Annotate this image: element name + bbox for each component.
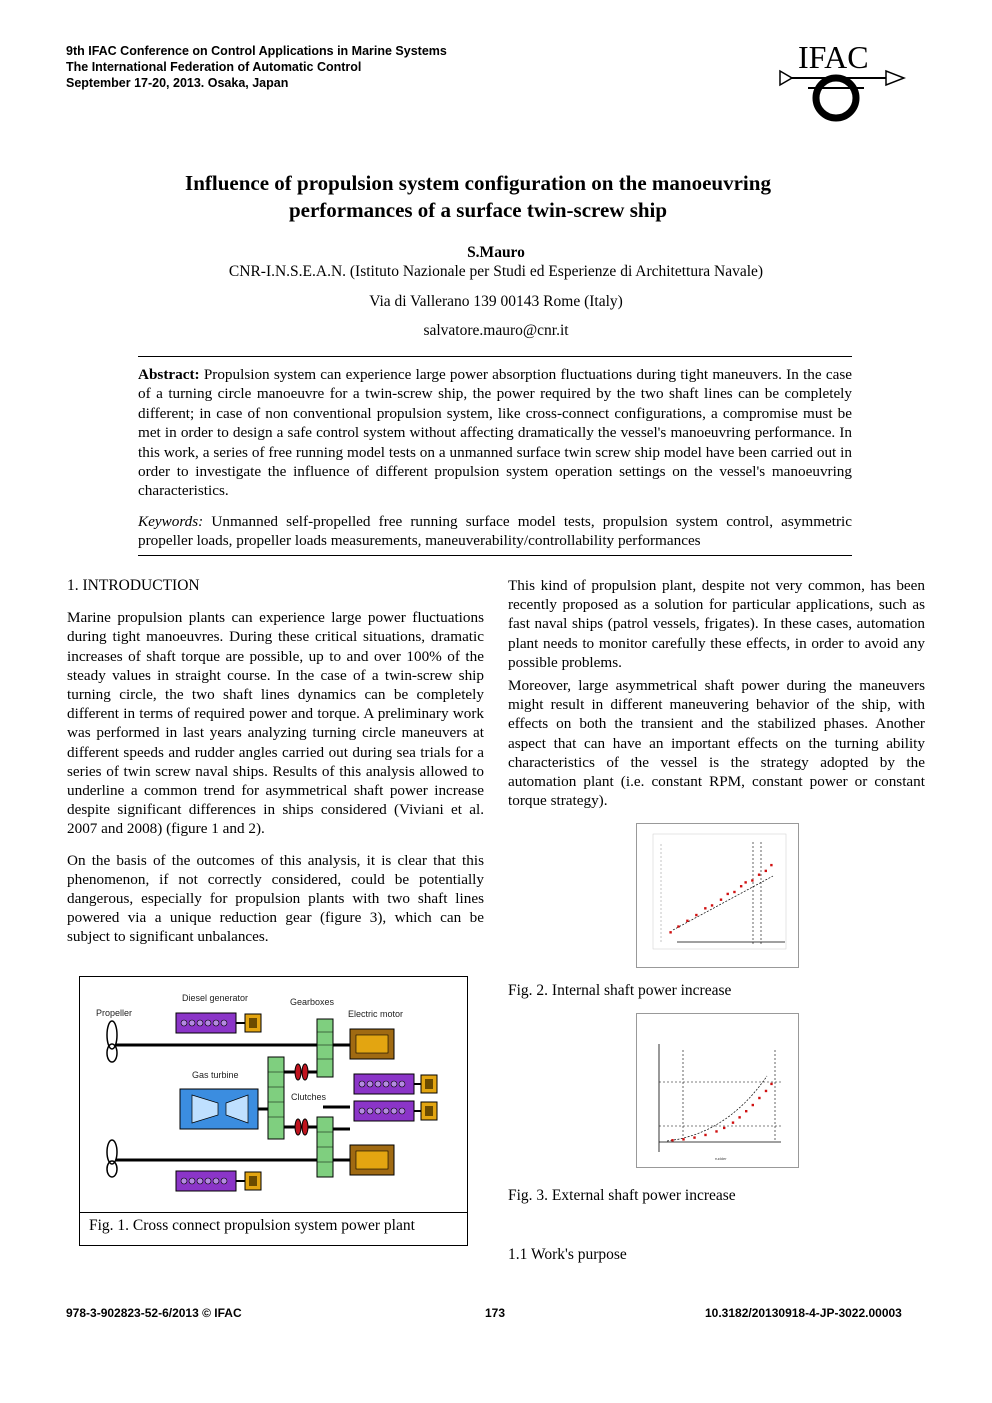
data-point [732, 1121, 734, 1123]
figure-2-chart [637, 824, 798, 967]
left-column [67, 576, 484, 959]
label-gearboxes: Gearboxes [290, 997, 335, 1007]
data-point [758, 874, 760, 876]
clutch-bottom [295, 1119, 308, 1135]
data-point [695, 914, 697, 916]
keywords-label: Keywords: [138, 512, 204, 530]
diesel-generator-bottom [176, 1171, 261, 1191]
abstract-bottom-rule [138, 555, 852, 556]
paper-title-line-2: performances of a surface twin-screw ship [288, 198, 668, 222]
abstract-paragraph [138, 365, 852, 501]
right-column [508, 576, 925, 822]
data-point [727, 893, 729, 895]
diesel-generator-top [176, 1013, 261, 1033]
diesel-generator-right-2 [354, 1101, 437, 1121]
conference-line-1: 9th IFAC Conference on Control Applications in Marine Systems [66, 44, 447, 58]
data-point [765, 1090, 767, 1092]
propulsion-plant-diagram [80, 977, 467, 1212]
abstract-block [138, 365, 852, 562]
gas-turbine [180, 1089, 268, 1129]
abstract-top-rule [138, 356, 852, 357]
paper-title [120, 170, 836, 224]
conference-line-3: September 17-20, 2013. Osaka, Japan [66, 76, 289, 90]
figure-1 [79, 976, 468, 1246]
data-point [758, 1097, 760, 1099]
data-point [738, 1116, 740, 1118]
ifac-logo-text: IFAC [798, 39, 869, 75]
gearbox-top [317, 1019, 333, 1077]
figure-3 [636, 1013, 799, 1168]
data-point [682, 1138, 684, 1140]
footer-doi: 10.3182/20130918-4-JP-3022.00003 [705, 1306, 902, 1320]
right-paragraph-1: This kind of propulsion plant, despite not very common, has been recently proposed as a solution for particular applications, such as fast naval ships (patrol vessels, frigates). In these cases, automation plant needs to monitor carefully these effects, in order to avoid any possible problems. [508, 577, 925, 671]
data-point [765, 870, 767, 872]
label-diesel-generator: Diesel generator [182, 993, 249, 1003]
data-point [669, 931, 671, 933]
label-electric-motor: Electric motor [348, 1009, 404, 1019]
intro-paragraph-1: Marine propulsion plants can experience large power fluctuations during tight manoeuvres. During these critical situations, dramatic increases of shaft torque are possible, up to and over 100% of the steady values in straight course. In the case of a twin-screw ship turning circle, the two shaft lines dynamics can be completely different in terms of required power and torque. A preliminary work was performed in last years analyzing turning circle maneuvers at different speeds and rudder angles carried out during sea trials for a series of twin screw naval ships. Results of this analysis allowed to underline a common trend for asymmetrical shaft power increase despite significant differences in ships considered (Viviani et al. 2007 and 2008) (figure 1 and 2). [67, 609, 484, 838]
ifac-logo [776, 38, 906, 128]
keywords-text: Unmanned self-propelled free running surface model tests, propulsion system control, asymmetric propeller loads, propeller loads measurements, maneuverability/controllability performances [138, 512, 852, 550]
data-point [751, 879, 753, 881]
data-point [723, 1127, 725, 1129]
conference-header [66, 43, 447, 91]
data-point [752, 1104, 754, 1106]
electric-motor-bottom [350, 1145, 394, 1175]
author-email[interactable]: salvatore.mauro@cnr.it [423, 322, 569, 339]
data-point [686, 920, 688, 922]
figure-3-chart [637, 1014, 798, 1167]
electric-motor-top [350, 1029, 394, 1059]
figure-2-caption: Fig. 2. Internal shaft power increase [508, 982, 732, 999]
intro-paragraph-2: On the basis of the outcomes of this analysis, it is clear that this phenomenon, if not correctly considered, could be potentially dangerous, especially for propulsion plants with two shaft lines powered via a unique reduction gear (figure 3), which can be subject to significant unbalances. [67, 851, 484, 946]
paper-title-line-1: Influence of propulsion system configuration on the manoeuvring [185, 171, 771, 195]
data-point [677, 925, 679, 927]
data-point [744, 881, 746, 883]
abstract-text: Propulsion system can experience large power absorption fluctuations during tight maneuvers. In the case of a turning circle manoeuvre for a twin-screw ship, the power required by the two shaft lines can be completely different; in case of non conventional propulsion system, like cross-connect configurations, a compromise must be met in order to design a safe control system without affecting dramatically the vessel's manoeuvring performance. In this work, a series of free running model tests on a unmanned surface twin screw ship model have been carried out in order to investigate the influence of different propulsion system operation settings on the vessel's manoeuvring characteristics. [138, 366, 852, 500]
propeller-top-icon [107, 1021, 117, 1062]
subsection-heading-works-purpose: 1.1 Work's purpose [508, 1246, 627, 1263]
gearbox-center [268, 1057, 284, 1139]
data-point [671, 1139, 673, 1141]
clutch-top [295, 1064, 308, 1080]
figure-1-caption: Fig. 1. Cross connect propulsion system power plant [89, 1217, 415, 1234]
data-point [704, 907, 706, 909]
keywords-paragraph [138, 512, 852, 551]
data-point [770, 864, 772, 866]
data-point [745, 1110, 747, 1112]
data-point [770, 1083, 772, 1085]
label-gas-turbine: Gas turbine [192, 1070, 239, 1080]
conference-line-2: The International Federation of Automatic Control [66, 60, 362, 74]
data-point [733, 891, 735, 893]
figure-2 [636, 823, 799, 968]
footer-isbn: 978-3-902823-52-6/2013 © IFAC [66, 1306, 242, 1320]
abstract-label: Abstract: [138, 366, 200, 383]
right-paragraph-2: Moreover, large asymmetrical shaft power during the maneuvers might result in different maneuvering behavior of the ship, with effects on both the transient and the stabilized phases. Another aspect that can have an important effects on the turning ability characteristics of the vessel is the strategy adopted by the automation plant (i.e. constant RPM, constant power or constant torque strategy). [508, 677, 925, 810]
author-affiliation: CNR-I.N.S.E.A.N. (Istituto Nazionale per Studi ed Esperienze di Architettura Navale) [228, 263, 764, 280]
footer-page-number: 173 [485, 1306, 506, 1320]
author-address: Via di Vallerano 139 00143 Rome (Italy) [369, 293, 623, 310]
author-name: S.Mauro [467, 244, 525, 261]
data-point [720, 898, 722, 900]
propeller-bottom-icon [107, 1140, 117, 1177]
label-clutches: Clutches [291, 1092, 327, 1102]
section-heading-introduction: 1. INTRODUCTION [67, 577, 200, 594]
diesel-generator-right-1 [354, 1074, 437, 1094]
data-point [715, 1130, 717, 1132]
data-point [711, 904, 713, 906]
data-point [704, 1134, 706, 1136]
figure-3-xlabel: rudder [715, 1156, 727, 1161]
data-point [693, 1136, 695, 1138]
figure-3-caption: Fig. 3. External shaft power increase [508, 1187, 736, 1204]
data-point [740, 885, 742, 887]
label-propeller: Propeller [96, 1008, 133, 1018]
